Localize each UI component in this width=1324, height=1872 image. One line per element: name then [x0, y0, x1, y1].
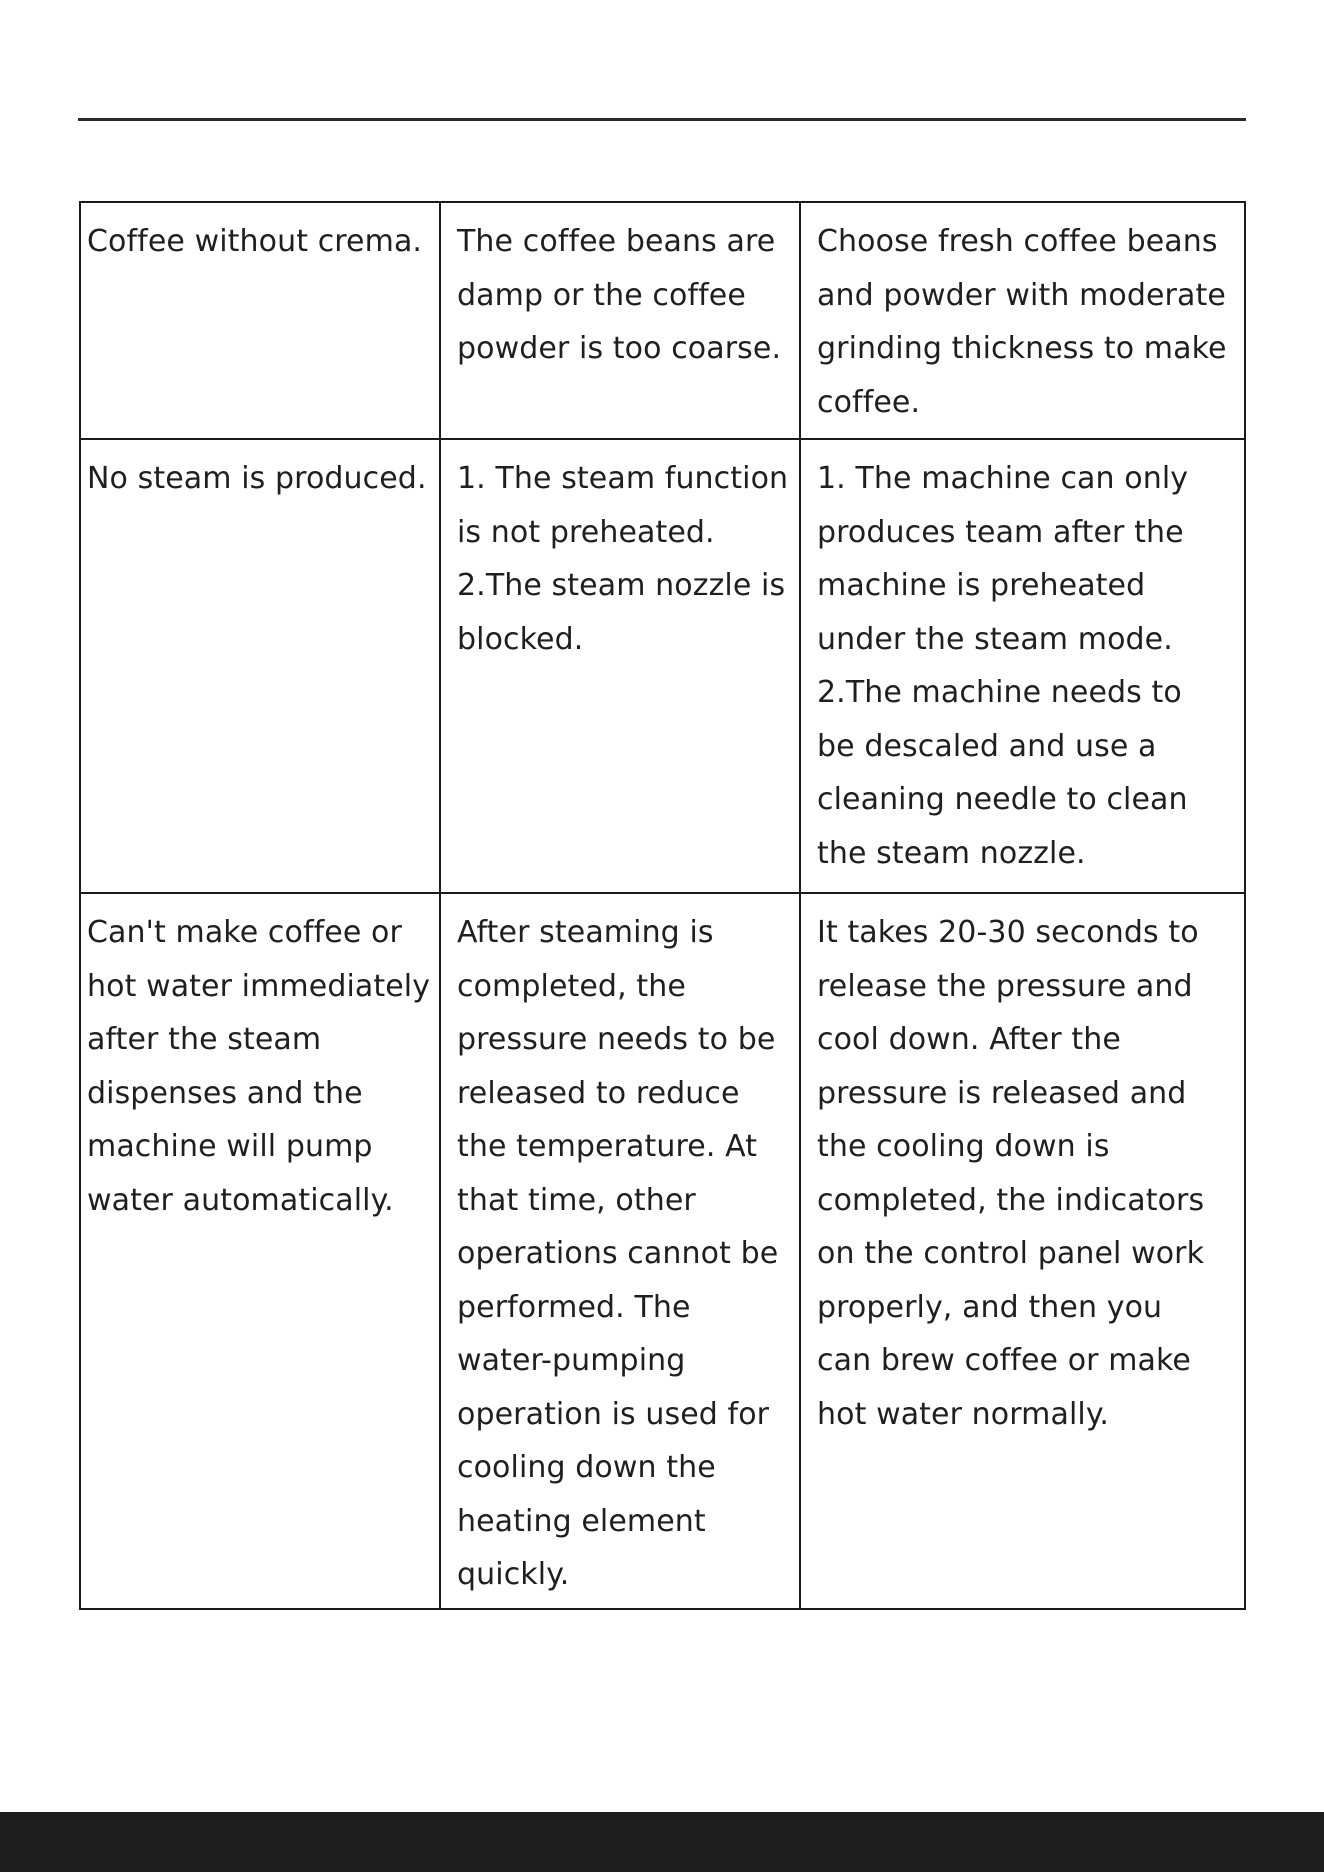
- cause-cell: The coffee beans are damp or the coffee powder is too coarse.: [440, 202, 800, 439]
- cause-cell: After steaming is completed, the pressure needs to be released to reduce the temperature. At that time, other operations cannot be performed. The water-pumping operation is used for cooling down the heating element quickly.: [440, 893, 800, 1609]
- problem-cell: Can't make coffee or hot water immediately after the steam dispenses and the machine will pump water automatically.: [80, 893, 440, 1609]
- problem-cell: Coffee without crema.: [80, 202, 440, 439]
- solution-cell: 1. The machine can only produces team after the machine is preheated under the steam mode. 2.The machine needs to be descaled and use a cleaning needle to clean the steam nozzle.: [800, 439, 1245, 893]
- table-row: [80, 439, 1245, 893]
- problem-cell: No steam is produced.: [80, 439, 440, 893]
- solution-cell: Choose fresh coffee beans and powder with moderate grinding thickness to make coffee.: [800, 202, 1245, 439]
- table-row: [80, 202, 1245, 439]
- footer-bar: [0, 1812, 1324, 1872]
- cause-cell: 1. The steam function is not preheated. 2.The steam nozzle is blocked.: [440, 439, 800, 893]
- table-row: [80, 893, 1245, 1609]
- solution-cell: It takes 20-30 seconds to release the pressure and cool down. After the pressure is released and the cooling down is completed, the indicators on the control panel work properly, and then you can brew coffee or make hot water normally.: [800, 893, 1245, 1609]
- troubleshooting-table: [79, 201, 1246, 1610]
- header-divider: [78, 118, 1246, 121]
